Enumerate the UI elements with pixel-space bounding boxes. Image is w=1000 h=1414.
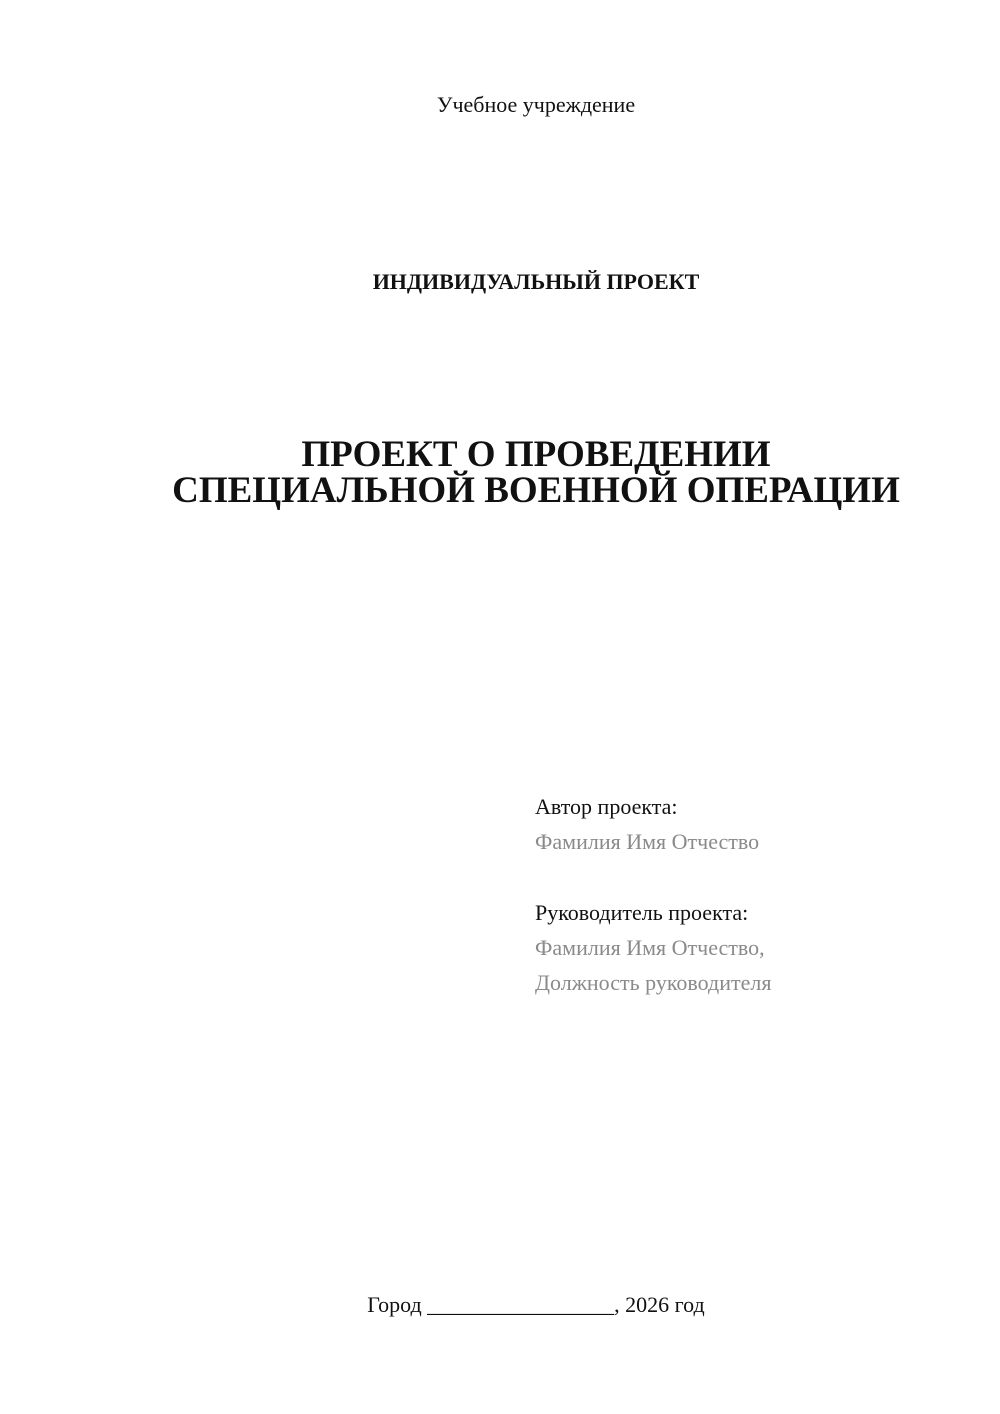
author-label: Автор проекта: <box>535 794 678 819</box>
supervisor-position-placeholder: Должность руководителя <box>535 970 772 995</box>
author-name-placeholder: Фамилия Имя Отчество <box>535 829 760 854</box>
credits-block <box>535 789 975 1000</box>
institution-name: Учебное учреждение <box>436 92 636 117</box>
city-year-line <box>0 1291 1000 1319</box>
city-label: Город <box>367 1292 422 1317</box>
title-line-1: ПРОЕКТ О ПРОВЕДЕНИИ <box>301 434 771 475</box>
supervisor-label: Руководитель проекта: <box>535 900 749 925</box>
year-text: , 2026 год <box>614 1292 705 1317</box>
credits-spacer <box>535 859 975 895</box>
supervisor-name-placeholder: Фамилия Имя Отчество, <box>535 935 765 960</box>
title-line-2: СПЕЦИАЛЬНОЙ ВОЕННОЙ ОПЕРАЦИИ <box>172 470 900 511</box>
city-blank-line: _________________ <box>427 1292 615 1317</box>
document-title <box>0 434 1000 511</box>
document-type: ИНДИВИДУАЛЬНЫЙ ПРОЕКТ <box>372 269 700 294</box>
